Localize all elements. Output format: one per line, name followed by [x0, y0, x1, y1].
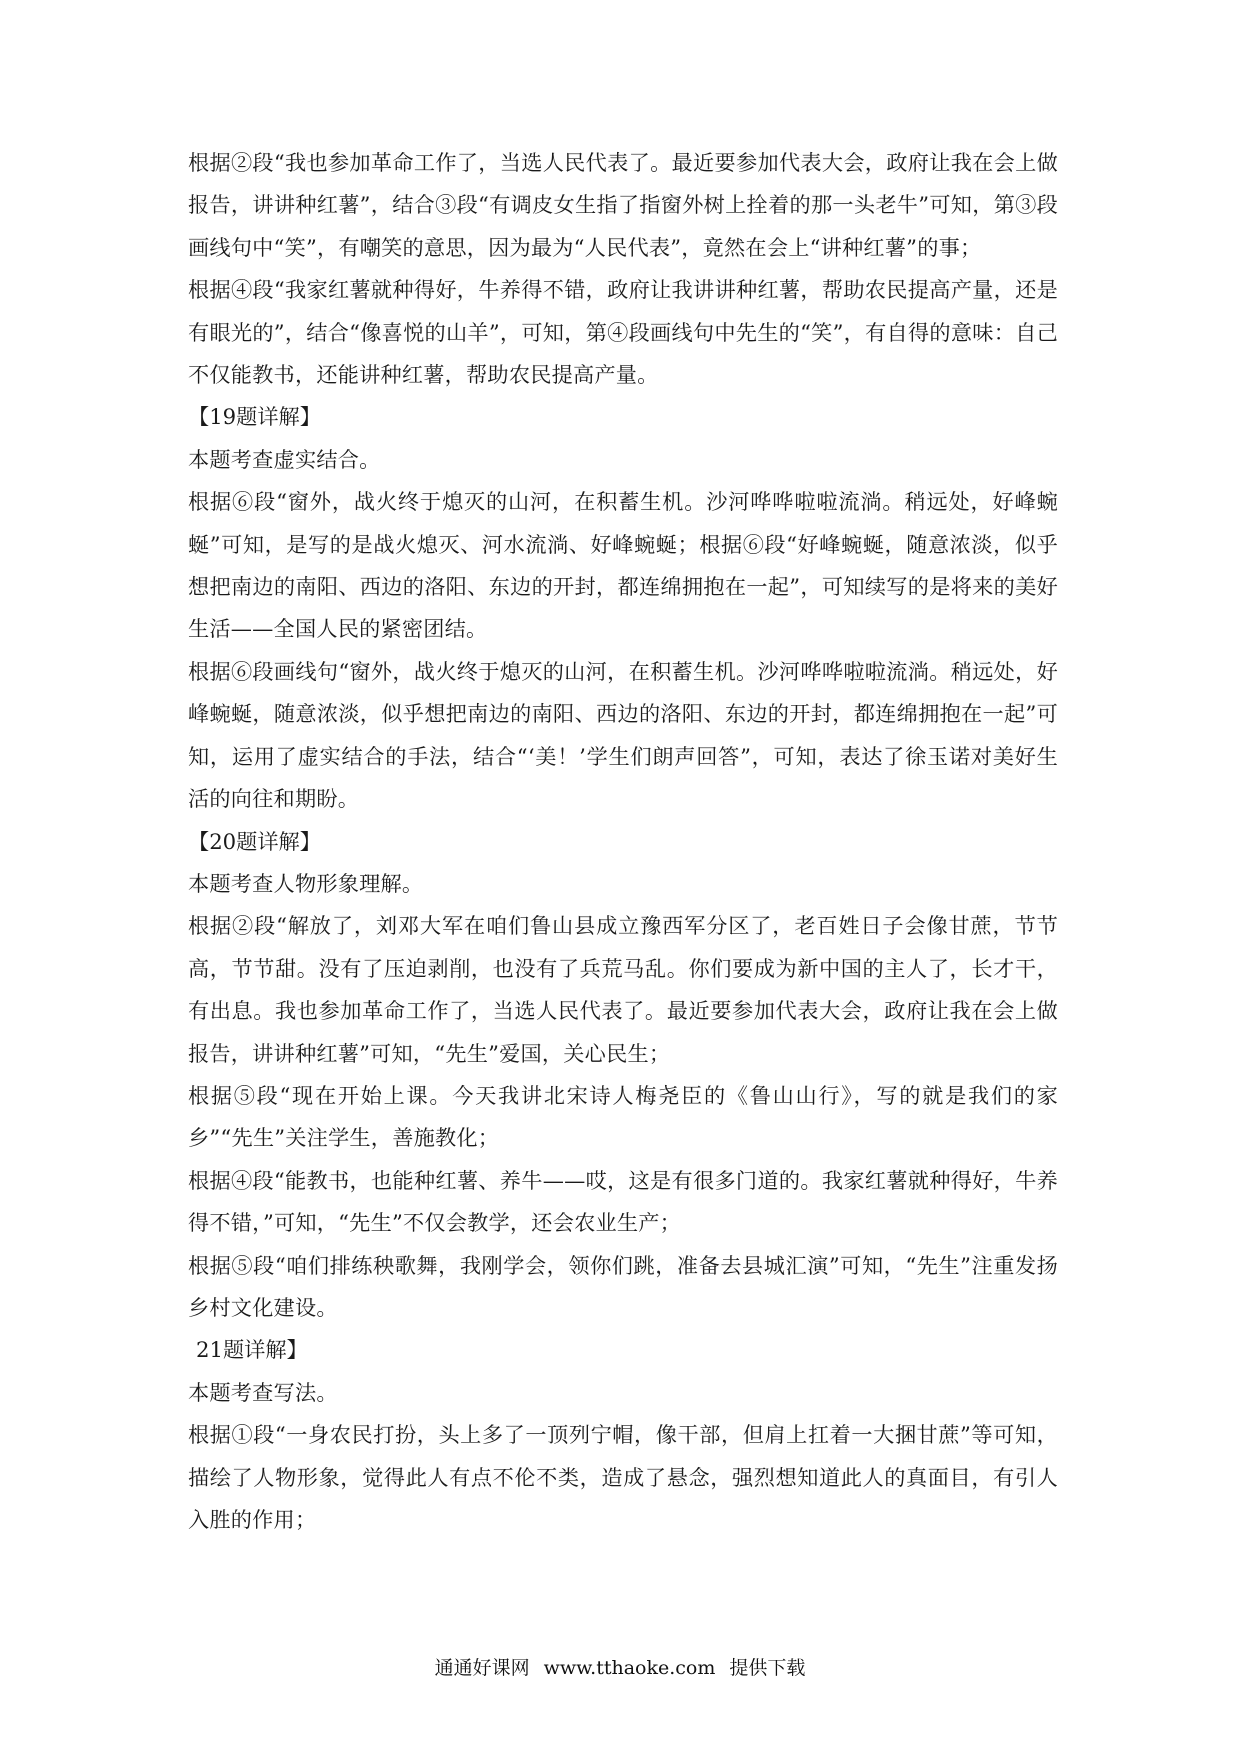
heading-q21: 21题详解】	[196, 1337, 308, 1363]
footer-site-name: 通通好课网	[434, 1657, 530, 1679]
paragraph-q20-analysis-3: 根据④段“能教书，也能种红薯、养牛——哎，这是有很多门道的。我家红薯就种得好，牛养得不错，”可知，“先生”不仅会教学，还会农业生产；	[188, 1167, 1058, 1236]
paragraph-q19-analysis-1: 根据⑥段“窗外，战火终于熄灭的山河，在积蓄生机。沙河哗哗啦啦流淌。稍远处，好峰蜿蜒”可知，是写的是战火熄灭、河水流淌、好峰蜿蜒；根据⑥段“好峰蜿蜒，随意浓淡，似乎想把南边的南阳、西边的洛阳、东边的开封，都连绵拥抱在一起”，可知续写的是将来的美好生活——全国人民的紧密团结。	[188, 489, 1058, 642]
paragraph-q21-topic: 本题考查写法。	[188, 1379, 338, 1405]
paragraph-q19-analysis-2: 根据⑥段画线句“窗外，战火终于熄灭的山河，在积蓄生机。沙河哗哗啦啦流淌。稍远处，好峰蜿蜒，随意浓淡，似乎想把南边的南阳、西边的洛阳、东边的开封，都连绵拥抱在一起”可知，运用了虚实结合的手法，结合“‘美！’学生们朗声回答”，可知，表达了徐玉诺对美好生活的向往和期盼。	[188, 658, 1058, 812]
paragraph-q18-segment-3-analysis: 根据②段“我也参加革命工作了，当选人民代表了。最近要参加代表大会，政府让我在会上做报告，讲讲种红薯”，结合③段“有调皮女生指了指窗外树上拴着的那一头老牛”可知，第③段画线句中“笑”，有嘲笑的意思，因为最为“人民代表”，竟然在会上“讲种红薯”的事；	[188, 150, 1058, 260]
heading-q19: 【19题详解】	[188, 404, 321, 430]
paragraph-q20-topic: 本题考查人物形象理解。	[188, 870, 424, 896]
paragraph-q20-analysis-2: 根据⑤段“现在开始上课。今天我讲北宋诗人梅尧臣的《鲁山山行》，写的就是我们的家乡”“先生”关注学生，善施教化；	[188, 1082, 1058, 1151]
paragraph-q20-analysis-1: 根据②段“解放了，刘邓大军在咱们鲁山县成立豫西军分区了，老百姓日子会像甘蔗，节节高，节节甜。没有了压迫剥削，也没有了兵荒马乱。你们要成为新中国的主人了，长才干，有出息。我也参加革命工作了，当选人民代表了。最近要参加代表大会，政府让我在会上做报告，讲讲种红薯”可知，“先生”爱国，关心民生；	[188, 913, 1058, 1066]
paragraph-q20-analysis-4: 根据⑤段“咱们排练秧歌舞，我刚学会，领你们跳，准备去县城汇演”可知，“先生”注重发扬乡村文化建设。	[188, 1252, 1058, 1320]
paragraph-q19-topic: 本题考查虚实结合。	[188, 446, 381, 472]
paragraph-q21-analysis-1: 根据①段“一身农民打扮，头上多了一顶列宁帽，像干部，但肩上扛着一大捆甘蔗”等可知，描绘了人物形象，觉得此人有点不伦不类，造成了悬念，强烈想知道此人的真面目，有引人入胜的作用；	[188, 1422, 1058, 1532]
heading-q20: 【20题详解】	[188, 828, 321, 854]
footer-url[interactable]: www.tthaoke.com	[543, 1657, 716, 1679]
page-footer	[0, 1653, 1240, 1683]
paragraph-q18-segment-4-analysis: 根据④段“我家红薯就种得好，牛养得不错，政府让我讲讲种红薯，帮助农民提高产量，还是有眼光的”，结合“像喜悦的山羊”，可知，第④段画线句中先生的“笑”，有自得的意味：自己不仅能教书，还能讲种红薯，帮助农民提高产量。	[188, 277, 1058, 388]
document-body	[188, 142, 1058, 1541]
footer-note: 提供下载	[729, 1657, 806, 1679]
